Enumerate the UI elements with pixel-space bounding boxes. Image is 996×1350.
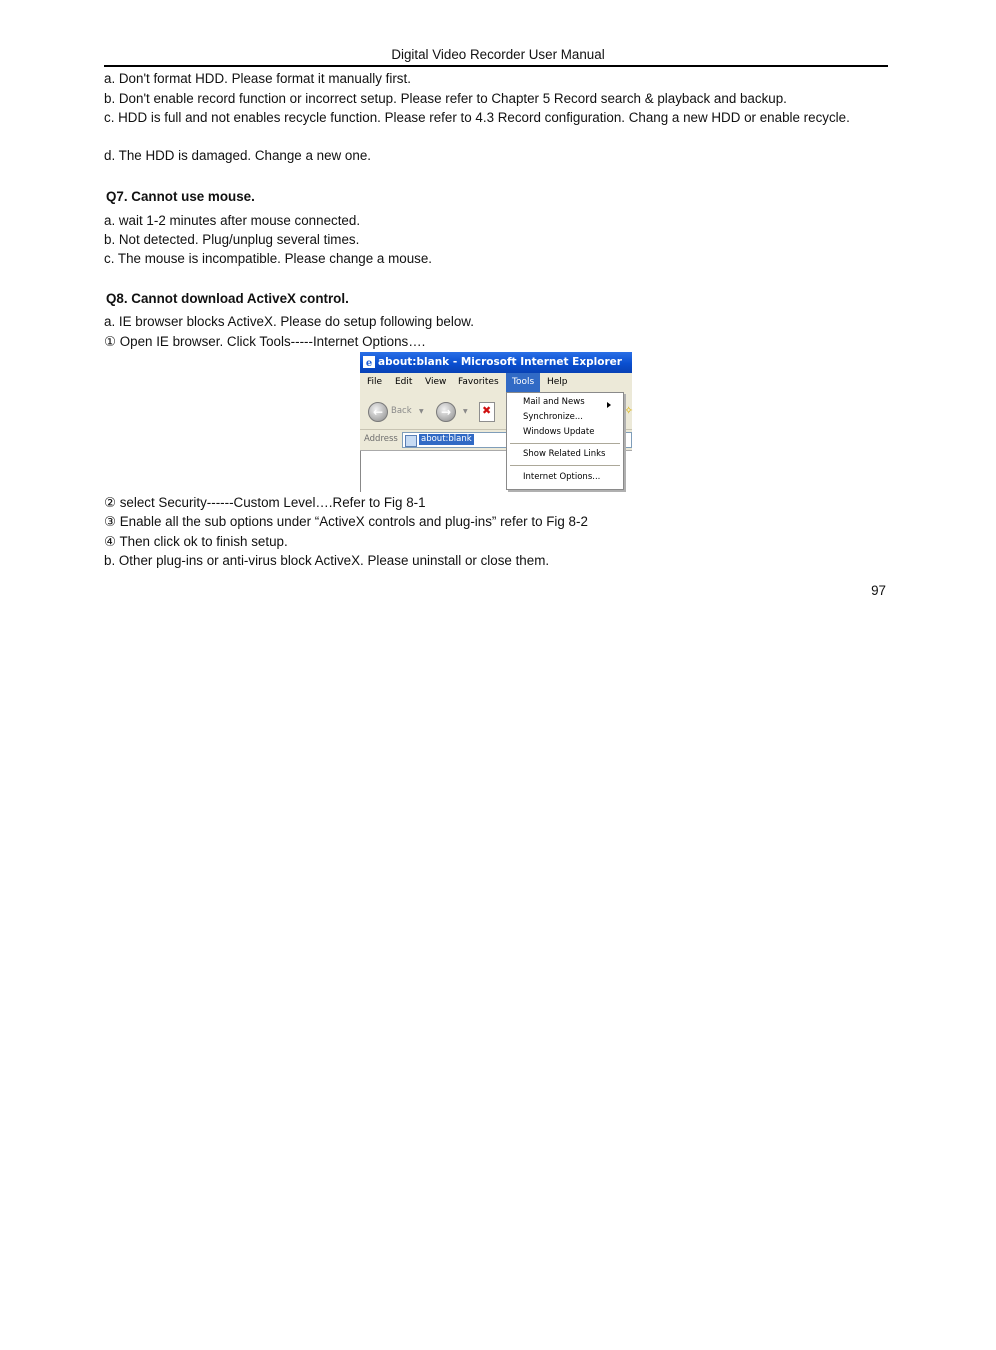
q7-item-a: a. wait 1-2 minutes after mouse connected. [104,213,361,228]
submenu-arrow-icon [607,402,611,408]
menu-edit[interactable]: Edit [395,377,413,387]
q7-item-b: b. Not detected. Plug/unplug several times. [104,232,360,247]
q8-intro: a. IE browser blocks ActiveX. Please do setup following below. [104,314,474,329]
q8-heading: Q8. Cannot download ActiveX control. [106,291,349,306]
menu-separator [510,443,620,444]
menu-item-windows-update[interactable]: Windows Update [523,427,595,437]
refresh-icon: ✧ [624,404,634,417]
menu-item-internet-options[interactable]: Internet Options... [523,472,601,482]
q7-item-c: c. The mouse is incompatible. Please change a mouse. [104,251,433,266]
ie-window-title: about:blank - Microsoft Internet Explorer [378,356,622,368]
address-value: about:blank [421,434,472,444]
menu-separator [510,465,620,466]
menu-view[interactable]: View [425,377,447,387]
page-number: 97 [871,583,886,598]
q6-item-b: b. Don't enable record function or incorrect setup. Please refer to Chapter 5 Record search & playback and backup. [104,91,787,106]
back-button[interactable] [368,402,388,422]
address-label: Address [364,434,398,444]
menu-favorites[interactable]: Favorites [458,377,499,387]
menu-item-mail-and-news[interactable] [523,397,617,407]
menu-file[interactable]: File [367,377,383,387]
q6-item-c: c. HDD is full and not enables recycle function. Please refer to 4.3 Record configuration. Chang a new HDD or enable recycle. [104,110,850,125]
ie-screenshot [360,352,632,492]
chevron-down-icon[interactable]: ▼ [463,408,468,415]
chevron-down-icon[interactable]: ▼ [419,408,424,415]
header-title: Digital Video Recorder User Manual [391,47,605,62]
q6-item-d: d. The HDD is damaged. Change a new one. [104,148,371,163]
q7-heading: Q7. Cannot use mouse. [106,189,255,204]
menu-tools[interactable]: Tools [506,373,540,392]
q8-step-3: ③ Enable all the sub options under “ActiveX controls and plug-ins” refer to Fig 8-2 [104,514,588,529]
q8-other: b. Other plug-ins or anti-virus block ActiveX. Please uninstall or close them. [104,553,550,568]
back-label: Back [391,406,412,416]
menu-help[interactable]: Help [547,377,568,387]
forward-button[interactable] [436,402,456,422]
ie-menu-bar [360,373,632,393]
header-rule [104,65,888,67]
ie-title-bar [360,352,632,373]
stop-button[interactable] [479,402,495,422]
stop-icon: ✖ [482,404,492,417]
q8-step-4: ④ Then click ok to finish setup. [104,534,288,549]
back-arrow-icon: ← [372,405,384,419]
svg-text:e: e [365,358,373,369]
menu-item-label: Mail and News [523,397,585,407]
menu-item-show-related-links[interactable]: Show Related Links [523,449,606,459]
page-icon [405,435,417,447]
ie-logo-icon [363,356,375,368]
tools-dropdown-menu [506,392,624,490]
forward-arrow-icon: → [440,405,452,419]
content-area-edge [360,451,361,492]
q6-item-a: a. Don't format HDD. Please format it manually first. [104,71,411,86]
q8-step-1: ① Open IE browser. Click Tools-----Internet Options…. [104,334,426,349]
menu-item-synchronize[interactable]: Synchronize... [523,412,583,422]
q8-step-2: ② select Security------Custom Level….Refer to Fig 8-1 [104,495,426,510]
